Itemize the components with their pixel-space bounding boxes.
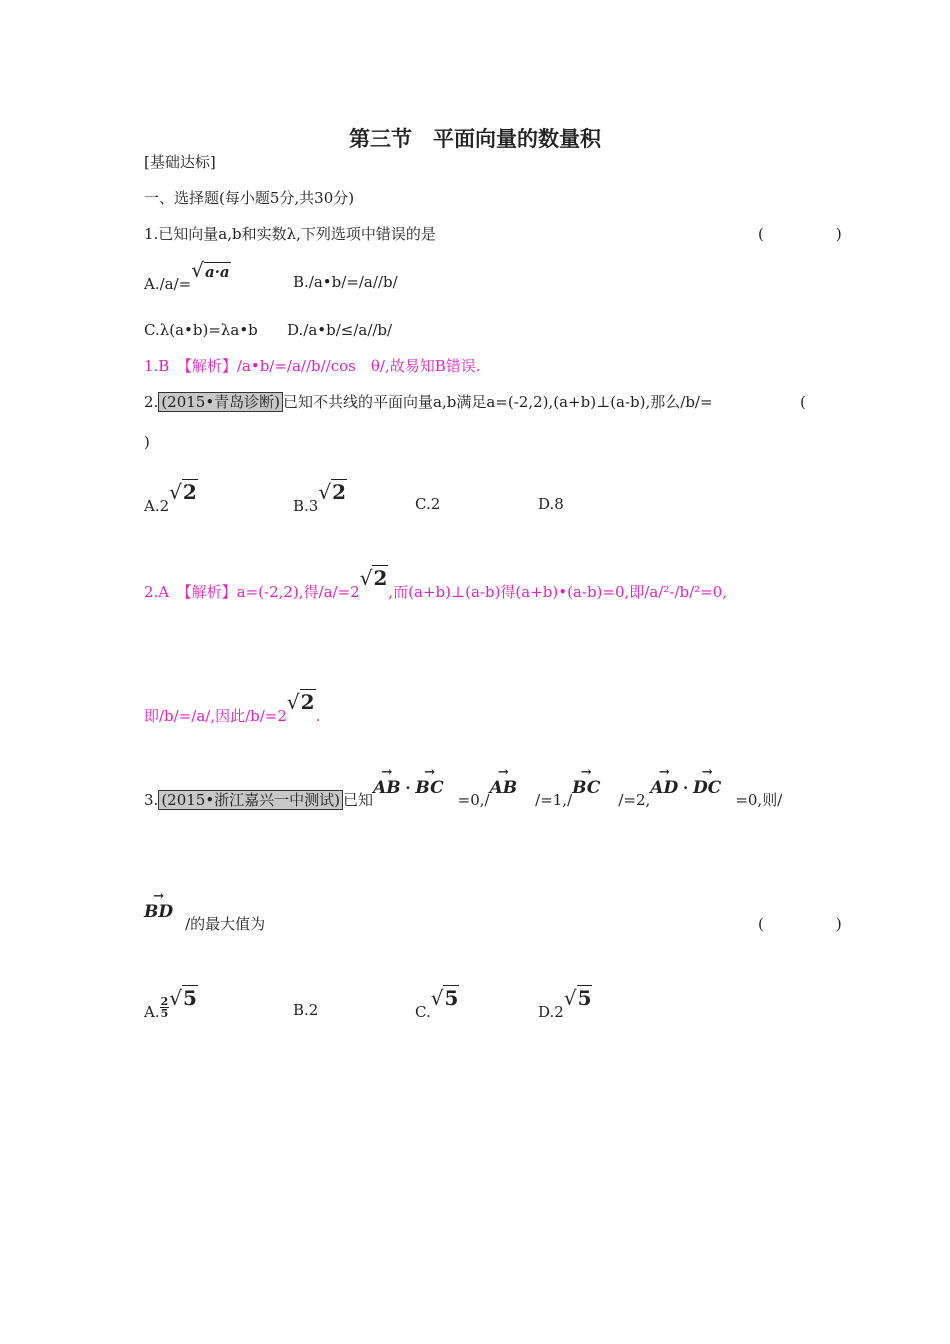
vector-ad: → AD	[650, 778, 678, 798]
q2-option-d: D.8	[538, 495, 564, 513]
dot-operator: ·	[405, 779, 411, 797]
q2-answer2-radicand: 2	[300, 690, 315, 714]
q2-option-a	[144, 480, 198, 516]
q2-answer-line1	[144, 566, 728, 602]
q2-option-b-radicand: 2	[332, 480, 347, 504]
q3-option-c	[415, 986, 459, 1022]
q3-source-tag: (2015•浙江嘉兴一中测试)	[158, 790, 343, 810]
dot-operator: ·	[683, 779, 689, 797]
q2-answer2-part1: 即/b/=/a/,因此/b/=2	[144, 707, 287, 725]
sqrt-symbol: √2	[359, 566, 388, 590]
q2-stem-line: 2. (2015•青岛诊断) 已知不共线的平面向量a,b满足a=(-2,2),(a+b)⊥(a-b),那么/b/=	[144, 393, 713, 411]
q3-stem-line	[144, 778, 783, 810]
q2-answer-label: 2.A 【解析】	[144, 583, 237, 601]
q3-option-a	[144, 986, 198, 1025]
q1-answer	[144, 356, 481, 376]
q1-option-a	[144, 258, 231, 294]
q2-option-a-radicand: 2	[182, 480, 197, 504]
page-title: 第三节 平面向量的数量积	[349, 127, 601, 151]
sqrt-symbol: √5	[169, 986, 197, 1010]
vector-bc: → BC	[415, 778, 443, 798]
q1-stem: 1.已知向量a,b和实数λ,下列选项中错误的是	[144, 225, 436, 243]
q2-answer-part2: ,而(a+b)⊥(a-b)得(a+b)•(a-b)=0,即/a/²-/b/²=0,	[388, 583, 728, 601]
q1-option-d: D./a•b/≤/a//b/	[287, 321, 393, 339]
sqrt-symbol: √5	[430, 986, 459, 1010]
q1-answer-label: 1.B 【解析】	[144, 357, 237, 375]
q3-option-c-radicand: 5	[444, 986, 459, 1010]
q3-answer-paren: ( )	[758, 915, 856, 933]
q1-option-a-radicand: a·a	[204, 263, 230, 281]
q2-option-c: C.2	[415, 495, 441, 513]
q1-option-c: C.λ(a•b)=λa•b	[144, 321, 258, 339]
q2-option-b	[293, 480, 347, 516]
q2-option-a-text: A.2	[144, 497, 170, 515]
q2-source-tag: (2015•青岛诊断)	[158, 392, 283, 412]
sqrt-symbol: √2	[318, 480, 347, 504]
q2-stem: 已知不共线的平面向量a,b满足a=(-2,2),(a+b)⊥(a-b),那么/b/=	[283, 393, 713, 411]
q2-answer-radicand: 2	[373, 566, 388, 590]
q3-option-a-radicand: 5	[183, 986, 197, 1010]
q3-text-6: /的最大值为	[185, 915, 266, 933]
q2-paren-close: )	[144, 433, 150, 451]
q2-answer-part1: a=(-2,2),得/a/=2	[236, 583, 360, 601]
part-heading: 一、选择题(每小题5分,共30分)	[144, 189, 355, 207]
q1-option-b: B./a•b/=/a//b/	[293, 273, 398, 291]
q2-answer2-part2: .	[315, 707, 321, 725]
vector-ab: → AB	[373, 778, 401, 798]
fraction-denominator: 5	[160, 1006, 169, 1020]
vector-bd: → BD	[144, 902, 173, 922]
q3-option-d-text: D.2	[538, 1003, 564, 1021]
section-label: [基础达标]	[144, 153, 216, 171]
vector-bc-2: → BC	[572, 778, 600, 798]
q3-option-c-text: C.	[415, 1003, 431, 1021]
q3-option-b: B.2	[293, 1001, 319, 1019]
q2-paren-open: (	[800, 393, 806, 411]
q1-answer-paren: ( )	[758, 225, 856, 243]
q3-option-d	[538, 986, 592, 1022]
q3-text-4: /=2,	[618, 791, 651, 809]
q3-text-1: 已知	[343, 791, 374, 809]
q3-text-5: =0,则/	[735, 791, 783, 809]
q3-option-d-radicand: 5	[577, 986, 592, 1010]
sqrt-symbol: √5	[563, 986, 592, 1010]
q1-answer-text: /a•b/=/a//b//cos θ/,故易知B错误.	[236, 357, 481, 375]
vector-ab-2: → AB	[490, 778, 518, 798]
q3-number: 3.	[144, 791, 159, 809]
q3-text-2: =0,/	[457, 791, 490, 809]
q3-stem-line2	[144, 902, 266, 934]
q3-text-3: /=1,/	[535, 791, 573, 809]
q2-option-b-text: B.3	[293, 497, 319, 515]
sqrt-symbol: √2	[286, 690, 315, 714]
sqrt-symbol: √a·a	[191, 258, 230, 282]
sqrt-symbol: √2	[169, 480, 197, 504]
vector-dc: → DC	[693, 778, 721, 798]
fraction	[160, 996, 170, 1019]
q2-answer-line2	[144, 690, 321, 726]
fraction-numerator: 2	[160, 994, 169, 1008]
q3-option-a-text: A.	[144, 1003, 160, 1021]
q1-option-a-text: A./a/=	[144, 275, 192, 293]
